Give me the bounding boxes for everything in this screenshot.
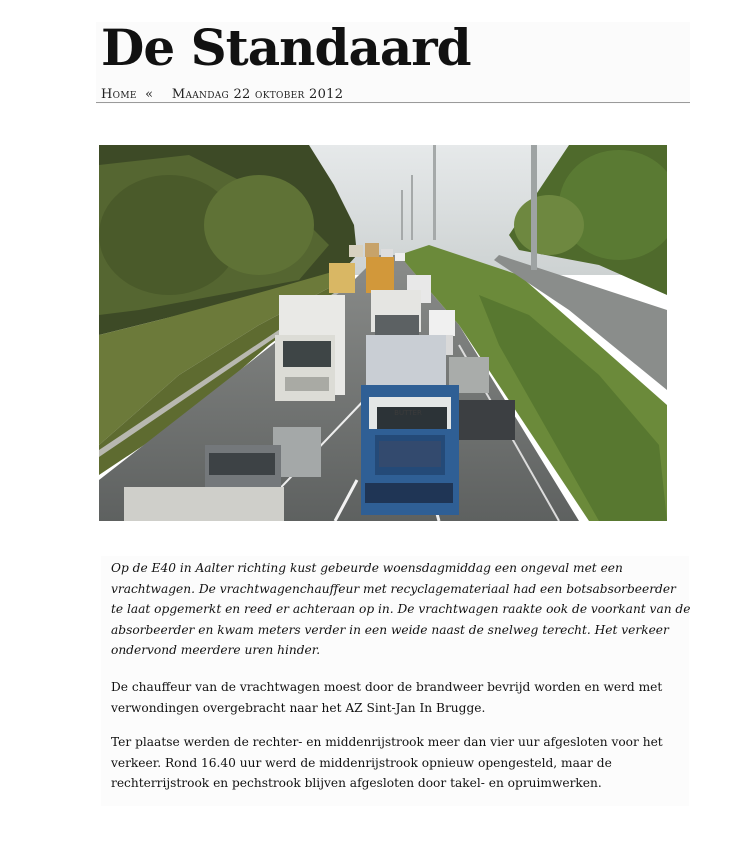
article-paragraph: De chauffeur van de vrachtwagen moest door de brandweer bevrijd worden en werd met verwondingen overgebracht naar het AZ Sint-Jan In Brugge. <box>111 680 663 715</box>
truck-grille-text: BUTTER <box>394 409 422 417</box>
site-logo[interactable]: De Standaard <box>101 18 471 77</box>
masthead-divider <box>96 102 690 103</box>
article-body <box>101 556 689 806</box>
breadcrumb <box>101 87 343 102</box>
home-link[interactable]: Home <box>101 87 137 102</box>
edition-date: Maandag 22 oktober 2012 <box>171 87 344 102</box>
breadcrumb-separator: « <box>145 87 154 102</box>
article-photo <box>99 145 667 521</box>
article-lead-paragraph: Op de E40 in Aalter richting kust gebeurde woensdagmiddag een ongeval met een vrachtwagen. De vrachtwagenchauffeur met recyclagemateriaal had een botsabsorbeerder te laat opgemerkt en reed er achteraan op in. De vrachtwagen raakte ook de voorkant van de absorbeerder en kwam meters verder in een weide naast de snelweg terecht. Het verkeer ondervond meerdere uren hinder. <box>111 561 691 657</box>
article-paragraph: Ter plaatse werden de rechter- en middenrijstrook meer dan vier uur afgesloten voor het verkeer. Rond 16.40 uur werd de middenrijstrook opnieuw opengesteld, maar de rechterrijstrook en pechstrook blijven afgesloten door takel- en opruimwerken. <box>111 735 663 790</box>
masthead <box>96 18 690 104</box>
